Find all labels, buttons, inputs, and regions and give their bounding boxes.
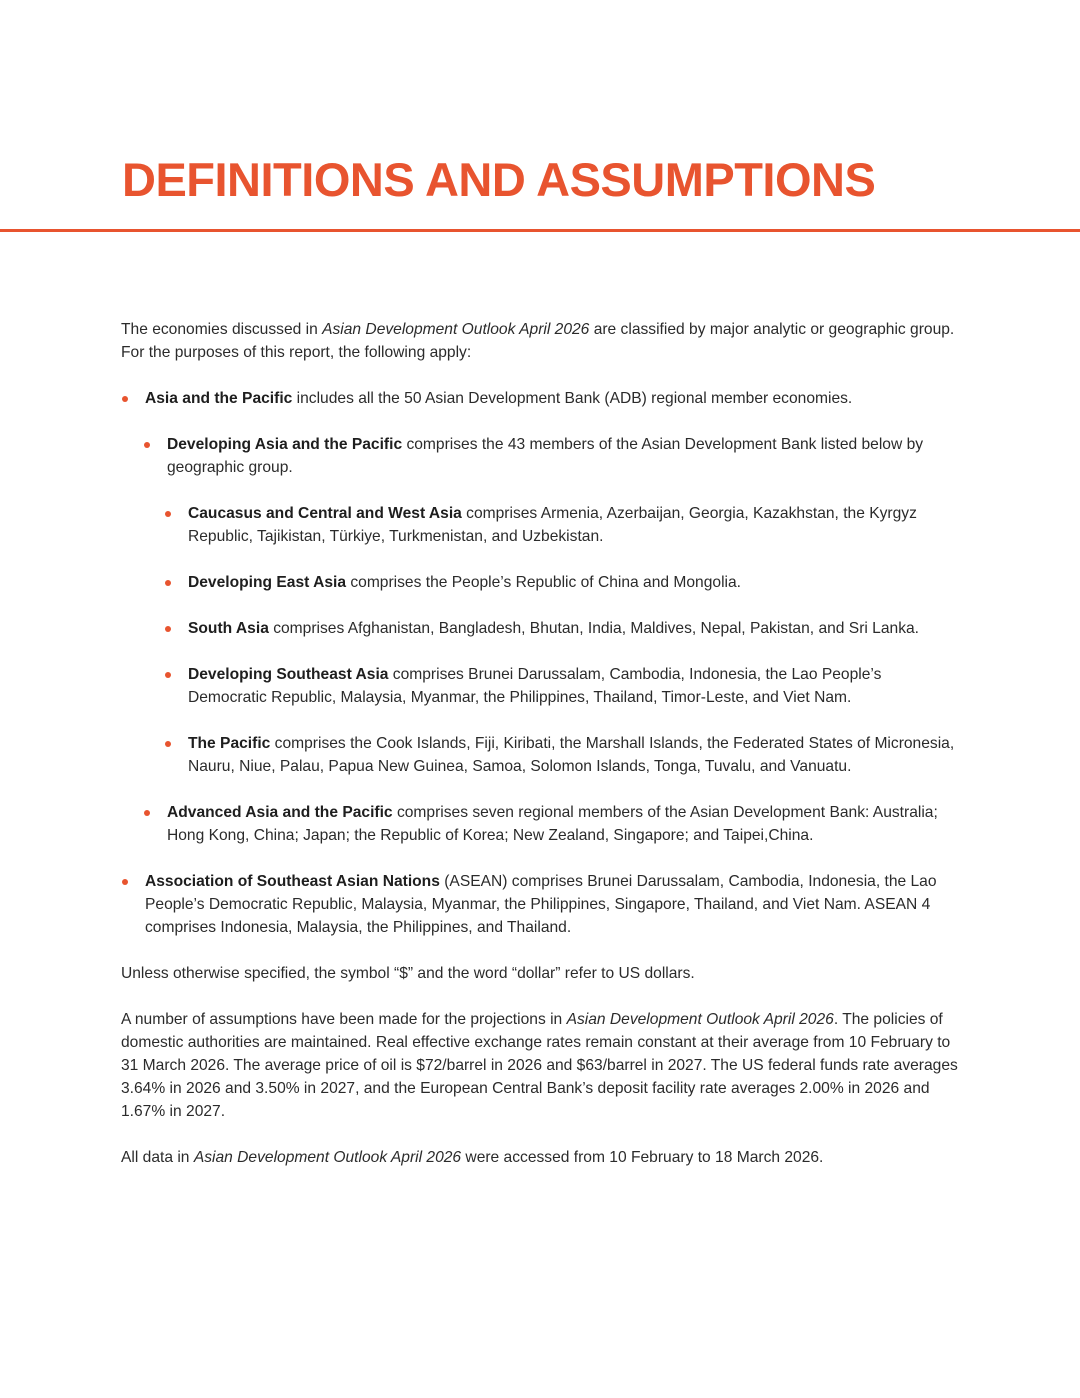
subregion-list — [167, 502, 961, 778]
list-item-advanced-asia — [121, 801, 961, 847]
term-advanced-asia: Advanced Asia and the Pacific — [167, 804, 393, 821]
intro-report-title: Asian Development Outlook April 2026 — [322, 321, 590, 338]
title-divider — [0, 229, 1080, 232]
term-asia-pacific: Asia and the Pacific — [145, 390, 293, 407]
subregion-term: South Asia — [188, 620, 269, 637]
data-note-report-title: Asian Development Outlook April 2026 — [193, 1149, 462, 1166]
list-item-subregion — [121, 617, 961, 640]
list-item-subregion — [121, 571, 961, 594]
term-developing-asia: Developing Asia and the Pacific — [167, 436, 403, 453]
list-item-subregion — [121, 663, 961, 709]
subregion-term: Developing East Asia — [188, 574, 347, 591]
page-title: DEFINITIONS AND ASSUMPTIONS — [122, 153, 876, 206]
subregion-term: Developing Southeast Asia — [188, 666, 389, 683]
data-note-after: were accessed from 10 February to 18 March 2026. — [461, 1149, 824, 1166]
list-item-subregion — [121, 732, 961, 778]
subregion-desc: comprises Brunei Darussalam, Cambodia, Indonesia, the Lao People’s Democratic Republic, Malaysia, Myanmar, the Philippines, Thailand, Timor-Leste, and Viet Nam. — [188, 666, 882, 706]
currency-note: Unless otherwise specified, the symbol “$” and the word “dollar” refer to US dollars. — [121, 965, 695, 982]
subregion-term: Caucasus and Central and West Asia — [188, 505, 462, 522]
list-item-subregion — [121, 502, 961, 548]
assumptions-text-before: A number of assumptions have been made for the projections in — [121, 1011, 567, 1028]
desc-asean: (ASEAN) comprises Brunei Darussalam, Cambodia, Indonesia, the Lao People’s Democratic Republic, Malaysia, Myanmar, the Philippines, Singapore, Thailand, and Viet Nam. ASEAN 4 comprises Indonesia, Malaysia, the Philippines, and Thailand. — [145, 873, 937, 936]
subregion-desc: comprises the People’s Republic of China and Mongolia. — [346, 574, 741, 591]
assumptions-report-title: Asian Development Outlook April 2026 — [566, 1011, 834, 1028]
asia-pacific-sublist — [145, 433, 961, 847]
term-asean: Association of Southeast Asian Nations — [145, 873, 440, 890]
assumptions-text-after: . The policies of domestic authorities are maintained. Real effective exchange rates remain constant at their average from 10 February to 31 March 2026. The average price of oil is $72/barrel in 2026 and $63/barrel in 2027. The US federal funds rate averages 3.64% in 2026 and 3.50% in 2027, and the European Central Bank’s deposit facility rate averages 2.00% in 2026 and 1.67% in 2027. — [121, 1011, 958, 1120]
intro-text-before: The economies discussed in — [121, 321, 323, 338]
assumptions-paragraph — [121, 1008, 961, 1123]
subregion-desc: comprises Afghanistan, Bangladesh, Bhutan, India, Maldives, Nepal, Pakistan, and Sri Lanka. — [268, 620, 919, 637]
document-body — [121, 318, 961, 1192]
subregion-term: The Pacific — [188, 735, 271, 752]
desc-advanced-asia: comprises seven regional members of the Asian Development Bank: Australia; Hong Kong, China; Japan; the Republic of Korea; New Zealand, Singapore; and Taipei,China. — [167, 804, 938, 844]
data-note-before: All data in — [121, 1149, 194, 1166]
desc-asia-pacific: includes all the 50 Asian Development Bank (ADB) regional member economies. — [292, 390, 853, 407]
intro-text-after: are classified by major analytic or geographic group. For the purposes of this report, the following apply: — [121, 321, 955, 361]
intro-paragraph — [121, 318, 961, 364]
list-item-asean — [121, 870, 961, 939]
desc-developing-asia: comprises the 43 members of the Asian Development Bank listed below by geographic group. — [167, 436, 924, 476]
subregion-desc: comprises the Cook Islands, Fiji, Kiribati, the Marshall Islands, the Federated States of Micronesia, Nauru, Niue, Palau, Papua New Guinea, Samoa, Solomon Islands, Tonga, Tuvalu, and Vanuatu. — [188, 735, 955, 775]
subregion-desc: comprises Armenia, Azerbaijan, Georgia, Kazakhstan, the Kyrgyz Republic, Tajikistan, Türkiye, Turkmenistan, and Uzbekistan. — [188, 505, 917, 545]
data-access-note — [121, 1146, 961, 1169]
list-item-developing-asia — [121, 433, 961, 778]
list-item-asia-pacific — [121, 387, 961, 847]
economy-groups-list — [121, 387, 961, 939]
